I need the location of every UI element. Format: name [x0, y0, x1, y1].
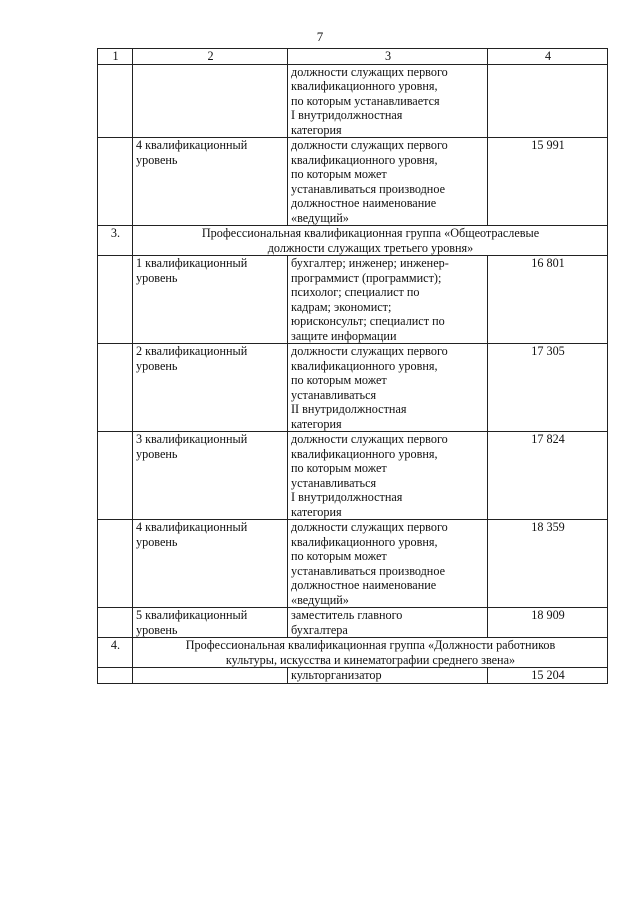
qualification-level: 4 квалификационный уровень	[133, 138, 288, 226]
row-number	[98, 432, 133, 520]
header-row	[98, 49, 608, 65]
position-list: должности служащих первого квалификационного уровня, по которым может устанавливаться II внутридолжностная категория	[288, 344, 488, 432]
group-number: 3.	[98, 226, 133, 256]
row-number	[98, 256, 133, 344]
salary-value: 17 305	[488, 344, 608, 432]
row-number	[98, 608, 133, 638]
position-list: культорганизатор	[288, 668, 488, 684]
group-title: Профессиональная квалификационная группа «Должности работников культуры, искусства и кинематографии среднего звена»	[133, 638, 608, 668]
qualification-level: 3 квалификационный уровень	[133, 432, 288, 520]
table-row	[98, 432, 608, 520]
salary-value: 16 801	[488, 256, 608, 344]
salary-value: 17 824	[488, 432, 608, 520]
row-number	[98, 64, 133, 138]
position-list: должности служащих первого квалификационного уровня, по которым может устанавливаться производное должностное наименование «ведущий»	[288, 520, 488, 608]
qualification-level	[133, 64, 288, 138]
salary-value: 15 204	[488, 668, 608, 684]
table-row	[98, 608, 608, 638]
header-col-2: 2	[133, 49, 288, 65]
position-list: должности служащих первого квалификационного уровня, по которым может устанавливаться производное должностное наименование «ведущий»	[288, 138, 488, 226]
position-list: должности служащих первого квалификационного уровня, по которым устанавливается I внутридолжностная категория	[288, 64, 488, 138]
table-row	[98, 520, 608, 608]
table-row	[98, 668, 608, 684]
header-col-3: 3	[288, 49, 488, 65]
row-number	[98, 138, 133, 226]
header-col-4: 4	[488, 49, 608, 65]
salary-value: 15 991	[488, 138, 608, 226]
position-list: бухгалтер; инженер; инженер- программист (программист); психолог; специалист по кадрам; экономист; юрисконсульт; специалист по защите информации	[288, 256, 488, 344]
table-row	[98, 64, 608, 138]
table-body	[98, 64, 608, 683]
position-list: должности служащих первого квалификационного уровня, по которым может устанавливаться I внутридолжностная категория	[288, 432, 488, 520]
qualification-level: 1 квалификационный уровень	[133, 256, 288, 344]
qualification-level	[133, 668, 288, 684]
group-number: 4.	[98, 638, 133, 668]
group-row	[98, 226, 608, 256]
salary-value	[488, 64, 608, 138]
table-row	[98, 138, 608, 226]
table-row	[98, 344, 608, 432]
header-col-1: 1	[98, 49, 133, 65]
qualification-level: 2 квалификационный уровень	[133, 344, 288, 432]
salary-table	[97, 48, 608, 684]
qualification-level: 5 квалификационный уровень	[133, 608, 288, 638]
qualification-level: 4 квалификационный уровень	[133, 520, 288, 608]
row-number	[98, 520, 133, 608]
position-list: заместитель главного бухгалтера	[288, 608, 488, 638]
group-row	[98, 638, 608, 668]
salary-value: 18 359	[488, 520, 608, 608]
page-number: 7	[316, 29, 324, 44]
salary-value: 18 909	[488, 608, 608, 638]
row-number	[98, 668, 133, 684]
group-title: Профессиональная квалификационная группа «Общеотраслевые должности служащих третьего уровня»	[133, 226, 608, 256]
table-row	[98, 256, 608, 344]
row-number	[98, 344, 133, 432]
